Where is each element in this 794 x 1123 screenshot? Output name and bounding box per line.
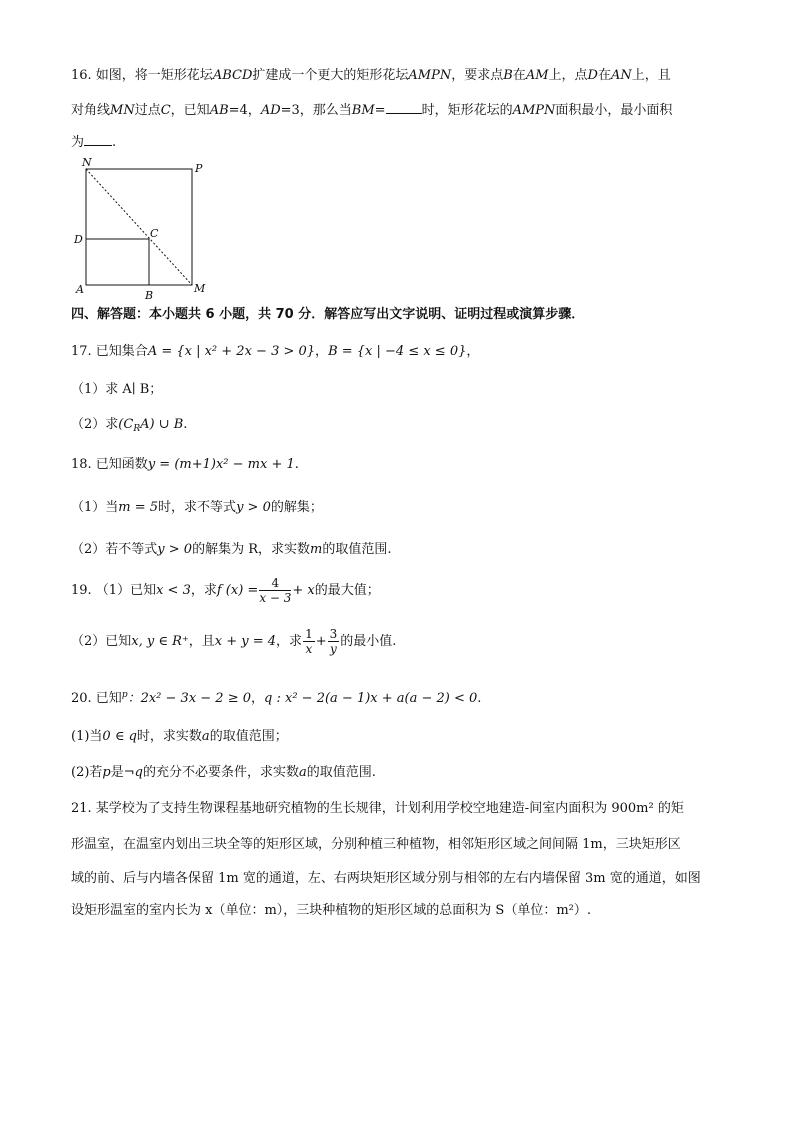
q16-text: 过点 <box>134 103 161 118</box>
q19-text: 的最小值. <box>340 634 397 649</box>
q16-text: 时，矩形花坛的 <box>421 103 513 118</box>
q20-text: (2)若 <box>71 765 103 780</box>
q17-union: A) ∪ B <box>140 417 184 432</box>
q20-a: a <box>299 765 307 780</box>
q18-text: 的取值范围. <box>322 542 392 557</box>
q16-line-3 <box>71 133 116 152</box>
q21-line-3: 域的前、后与内墙各保留 1m 宽的通道，左、右两块矩形区域分别与相邻的左右内墙保留 3m 宽的通道，如图 <box>71 871 701 886</box>
fraction-numerator: 4 <box>259 576 291 591</box>
q18-text: 的解集； <box>270 500 323 515</box>
q18-part-1 <box>71 499 323 517</box>
q21-line-4: 设矩形温室的室内长为 x（单位：m），三块种植物的矩形区域的总面积为 S（单位：m²）. <box>71 903 592 918</box>
q19-plus-x: + x <box>292 583 315 598</box>
q21-line-2: 形温室，在温室内划出三块全等的矩形区域，分别种植三种植物，相邻矩形区域之间间隔 1m，三块矩形区 <box>71 837 681 852</box>
q20-text: 的取值范围. <box>306 765 376 780</box>
q18-function: y = (m+1)x² − mx + 1 <box>147 457 295 472</box>
q18-text: 时，求不等式 <box>158 500 237 515</box>
q17-set-a: A = {x | x² + 2x − 3 > 0} <box>147 344 316 359</box>
q18-text: 18. 已知函数 <box>71 457 148 472</box>
q20-not-q: ¬q <box>123 765 143 780</box>
q17-text: . <box>183 417 188 432</box>
q20-condition: 0 ∈ q <box>102 729 137 744</box>
q19-domain: x, y ∈ R⁺ <box>131 634 189 649</box>
q16-text: 在 <box>597 68 611 83</box>
q17-set-b: B = {x | −4 ≤ x ≤ 0} <box>328 344 467 359</box>
rectangle-abcd <box>86 239 149 285</box>
label-a: A <box>76 283 84 296</box>
fraction-denominator: x − 3 <box>259 591 292 605</box>
q18-m: m <box>309 542 323 557</box>
q18-stem <box>71 456 299 474</box>
q18-text: （1）当 <box>71 500 119 515</box>
q18-inequality: y > 0 <box>157 542 193 557</box>
q20-stem <box>71 686 481 708</box>
q17-text: （2）求 <box>71 417 119 432</box>
label-d: D <box>74 233 83 246</box>
q16-am: AM <box>525 68 549 83</box>
q16-text: 面积最小，最小面积 <box>555 103 673 118</box>
q16-text: 扩建成一个更大的矩形花坛 <box>252 68 409 83</box>
q16-line-2 <box>71 101 672 120</box>
q18-m-value: m = 5 <box>118 500 159 515</box>
q19-fraction <box>259 576 291 605</box>
q20-text: 的充分不必要条件，求实数 <box>142 765 299 780</box>
q20-part-1 <box>71 728 288 746</box>
diagonal-mn <box>86 169 192 285</box>
q17-text: ， <box>315 344 329 359</box>
answer-blank-bm[interactable] <box>386 101 422 114</box>
q18-text: . <box>294 457 299 472</box>
q20-a: a <box>201 729 210 744</box>
q17-part-2 <box>71 416 187 438</box>
q20-text: 时，求实数 <box>136 729 202 744</box>
q19-plus: + <box>315 634 327 649</box>
q20-text: . <box>477 691 482 706</box>
q19-text: （2）已知 <box>71 634 132 649</box>
fraction-denominator: y <box>330 642 337 656</box>
q19-text: ，求 <box>190 583 217 598</box>
q16-text: 16. 如图，将一矩形花坛 <box>71 68 213 83</box>
q16-text: = <box>374 103 386 118</box>
q16-text: 上，且 <box>631 68 671 83</box>
q18-part-2 <box>71 541 391 559</box>
q18-text: （2）若不等式 <box>71 542 158 557</box>
q16-figure <box>70 155 220 303</box>
q16-text: 为 <box>71 135 85 150</box>
q16-bm: BM <box>351 103 375 118</box>
q20-text: 的取值范围； <box>209 729 288 744</box>
q17-text: ， <box>466 344 480 359</box>
label-p: P <box>195 162 203 175</box>
q20-text: (1)当 <box>71 729 103 744</box>
q17-part-1: （1）求 A∣ B； <box>71 382 163 397</box>
q17-complement: (C <box>118 417 134 432</box>
q16-an: AN <box>610 68 632 83</box>
label-n: N <box>82 156 92 169</box>
q20-p: p <box>102 765 111 780</box>
q20-p: p <box>121 690 128 700</box>
q16-line-1 <box>71 67 671 85</box>
q16-point-c: C <box>160 103 171 118</box>
q17-text: 17. 已知集合 <box>71 344 148 359</box>
q20-text: 是 <box>110 765 124 780</box>
q18-inequality: y > 0 <box>236 500 271 515</box>
q16-text: 在 <box>512 68 526 83</box>
q18-text: 的解集为 R，求实数 <box>192 542 310 557</box>
fraction-denominator: x <box>305 642 313 656</box>
q16-text: =3，那么当 <box>280 103 352 118</box>
q16-text: ，已知 <box>170 103 210 118</box>
q16-point-d: D <box>587 68 598 83</box>
q19-fraction-1 <box>303 627 315 656</box>
q19-sum: x + y = 4 <box>214 634 277 649</box>
label-m: M <box>194 282 206 295</box>
q16-text: 对角线 <box>71 103 111 118</box>
q20-q-expression: q : x² − 2(a − 1)x + a(a − 2) < 0 <box>264 691 478 706</box>
fraction-numerator: 1 <box>305 627 313 641</box>
label-b: B <box>145 289 154 302</box>
q17-stem <box>71 343 479 361</box>
q20-text: ， <box>251 691 265 706</box>
q20-text: 20. 已知 <box>71 691 122 706</box>
q16-text: ，要求点 <box>451 68 504 83</box>
q16-text: . <box>112 135 117 150</box>
q19-function: f (x) = <box>216 583 259 598</box>
q19-text: ，求 <box>276 634 303 649</box>
q19-condition: x < 3 <box>156 583 191 598</box>
q16-point-b: B <box>503 68 513 83</box>
q16-ampn: AMPN <box>512 103 556 118</box>
q19-text: ，且 <box>188 634 215 649</box>
q20-part-2 <box>71 764 376 782</box>
q16-ampn: AMPN <box>408 68 452 83</box>
q16-ab: AB <box>209 103 229 118</box>
label-c: C <box>150 227 159 240</box>
q16-ad: AD <box>260 103 281 118</box>
q16-abcd: ABCD <box>212 68 253 83</box>
q16-text: =4， <box>228 103 261 118</box>
q19-text: 19. （1）已知 <box>71 583 157 598</box>
section-4-heading: 四、解答题：本小题共 6 小题，共 70 分．解答应写出文字说明、证明过程或演算步骤． <box>71 307 585 322</box>
q17-complement-sub: R <box>133 424 141 434</box>
q16-text: 上，点 <box>548 68 588 83</box>
q21-line-1: 21. 某学校为了支持生物课程基地研究植物的生长规律，计划利用学校空地建造-间室内面积为 900m² 的矩 <box>71 801 684 816</box>
answer-blank-area[interactable] <box>84 133 112 146</box>
q19-part-1 <box>71 576 380 606</box>
q20-p-expression: ：2x² − 3x − 2 ≥ 0 <box>127 691 252 706</box>
fraction-numerator: 3 <box>329 627 338 641</box>
q19-fraction-2 <box>328 627 340 656</box>
q19-text: 的最大值； <box>314 583 380 598</box>
q19-part-2 <box>71 627 396 657</box>
q16-mn: MN <box>110 103 135 118</box>
